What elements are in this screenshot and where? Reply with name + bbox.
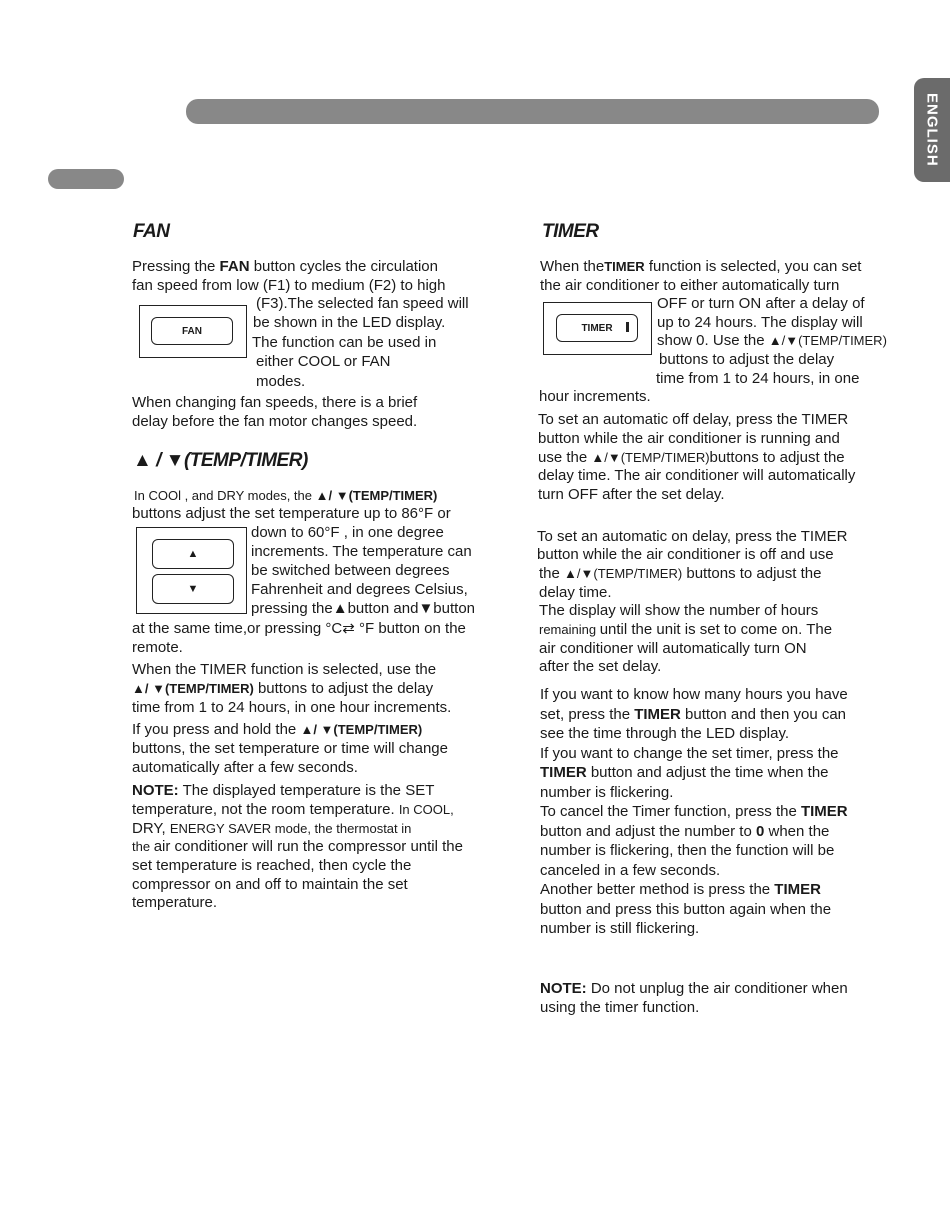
timer-know-line: TIMER button and adjust the time when the: [540, 764, 829, 781]
temp-text-line: automatically after a few seconds.: [132, 759, 358, 776]
timer-note-line: NOTE: Do not unplug the air conditioner when: [540, 980, 848, 997]
fan-text-line: be shown in the LED display.: [253, 314, 446, 331]
temp-text-line: Fahrenheit and degrees Celsius,: [251, 581, 468, 598]
temp-text-line: time from 1 to 24 hours, in one hour increments.: [132, 699, 452, 716]
temp-buttons-illustration: [136, 527, 247, 614]
timer-text-line: hour increments.: [539, 388, 651, 405]
timer-on-line: delay time.: [539, 584, 612, 601]
fan-text-line: fan speed from low (F1) to medium (F2) to high: [132, 277, 446, 294]
down-arrow-icon: ▼: [187, 583, 199, 595]
timer-text-line: buttons to adjust the delay: [659, 351, 835, 368]
timer-on-line: after the set delay.: [539, 658, 662, 675]
timer-off-line: use the ▲/▼(TEMP/TIMER)buttons to adjust the: [538, 449, 845, 466]
indicator-light-icon: [626, 322, 629, 332]
temp-note-line: the air conditioner will run the compressor until the: [132, 838, 463, 855]
temp-text-line: be switched between degrees: [251, 562, 450, 579]
fan-text-line: either COOL or FAN: [256, 353, 391, 370]
timer-know-line: button and press this button again when the: [540, 901, 832, 918]
fan-text-line: Pressing the FAN button cycles the circulation: [132, 258, 438, 275]
timer-button-illustration: [543, 302, 652, 355]
temp-text-line: ▲/ ▼(TEMP/TIMER) buttons to adjust the delay: [132, 680, 434, 697]
timer-know-line: To cancel the Timer function, press the TIMER: [540, 803, 848, 820]
timer-know-line: canceled in a few seconds.: [540, 862, 721, 879]
temp-text-line: buttons adjust the set temperature up to 86°F or: [132, 505, 451, 522]
fan-text-line: delay before the fan motor changes speed.: [132, 413, 418, 430]
timer-text-line: the air conditioner to either automatically turn: [540, 277, 840, 294]
temp-note-line: temperature.: [132, 894, 218, 911]
temp-text-line: When the TIMER function is selected, use the: [132, 661, 437, 678]
timer-know-line: button and adjust the number to 0 when the: [540, 823, 830, 840]
timer-know-line: Another better method is press the TIMER: [540, 881, 821, 898]
timer-on-line: the ▲/▼(TEMP/TIMER) buttons to adjust the: [539, 565, 822, 582]
timer-know-line: If you want to know how many hours you have: [540, 686, 848, 703]
timer-off-line: delay time. The air conditioner will automatically: [538, 467, 856, 484]
timer-off-line: turn OFF after the set delay.: [538, 486, 725, 503]
down-button: [152, 574, 234, 604]
temp-text-line: at the same time,or pressing °C⇄ °F button on the: [132, 620, 466, 637]
timer-text-line: show 0. Use the ▲/▼(TEMP/TIMER): [657, 332, 887, 349]
up-button: [152, 539, 234, 569]
temp-note-line: set temperature is reached, then cycle the: [132, 857, 412, 874]
header-bar: [186, 99, 879, 124]
temp-text-line: increments. The temperature can: [251, 543, 472, 560]
timer-on-line: air conditioner will automatically turn ON: [539, 640, 807, 657]
timer-know-line: If you want to change the set timer, press the: [540, 745, 839, 762]
language-tab: [914, 78, 950, 182]
temp-text-line: buttons, the set temperature or time will change: [132, 740, 448, 757]
timer-know-line: number is still flickering.: [540, 920, 700, 937]
temp-text-line: down to 60°F , in one degree: [251, 524, 444, 541]
fan-text-line: The function can be used in: [252, 334, 437, 351]
fan-heading: FAN: [133, 221, 170, 242]
timer-text-line: up to 24 hours. The display will: [657, 314, 863, 331]
timer-note-line: using the timer function.: [540, 999, 700, 1016]
fan-button: FAN: [151, 317, 233, 345]
timer-on-line: The display will show the number of hours: [539, 602, 819, 619]
timer-on-line: remaining until the unit is set to come on. The: [539, 621, 833, 638]
timer-know-line: number is flickering, then the function will be: [540, 842, 835, 859]
up-arrow-icon: ▲: [187, 548, 199, 560]
timer-know-line: set, press the TIMER button and then you can: [540, 706, 847, 723]
temp-text-line: If you press and hold the ▲/ ▼(TEMP/TIMER): [132, 721, 423, 738]
timer-know-line: number is flickering.: [540, 784, 674, 801]
fan-text-line: (F3).The selected fan speed will: [256, 295, 469, 312]
language-tab-label: ENGLISH: [923, 93, 941, 167]
temp-text-line: pressing the▲button and▼button: [251, 600, 476, 617]
timer-on-line: button while the air conditioner is off and use: [537, 546, 834, 563]
fan-text-line: modes.: [256, 373, 306, 390]
timer-button: TIMER: [556, 314, 638, 342]
timer-know-line: see the time through the LED display.: [540, 725, 790, 742]
temp-note-line: compressor on and off to maintain the set: [132, 876, 408, 893]
timer-text-line: When theTIMER function is selected, you can set: [540, 258, 862, 275]
temp-text-line: remote.: [132, 639, 183, 656]
timer-heading: TIMER: [542, 221, 599, 242]
temp-note-line: NOTE: The displayed temperature is the SET: [132, 782, 435, 799]
section-pill: [48, 169, 124, 189]
timer-text-line: OFF or turn ON after a delay of: [657, 295, 865, 312]
timer-off-line: To set an automatic off delay, press the TIMER: [538, 411, 849, 428]
temp-note-line: DRY, ENERGY SAVER mode, the thermostat in: [132, 820, 412, 837]
timer-on-line: To set an automatic on delay, press the TIMER: [537, 528, 848, 545]
timer-off-line: button while the air conditioner is running and: [538, 430, 840, 447]
temp-heading: ▲ / ▼(TEMP/TIMER): [133, 450, 308, 471]
timer-text-line: time from 1 to 24 hours, in one: [656, 370, 860, 387]
temp-text-line: In COOl , and DRY modes, the ▲/ ▼(TEMP/TIMER): [134, 488, 438, 503]
temp-note-line: temperature, not the room temperature. In COOL,: [132, 801, 454, 818]
fan-text-line: When changing fan speeds, there is a brief: [132, 394, 418, 411]
fan-button-illustration: [139, 305, 247, 358]
